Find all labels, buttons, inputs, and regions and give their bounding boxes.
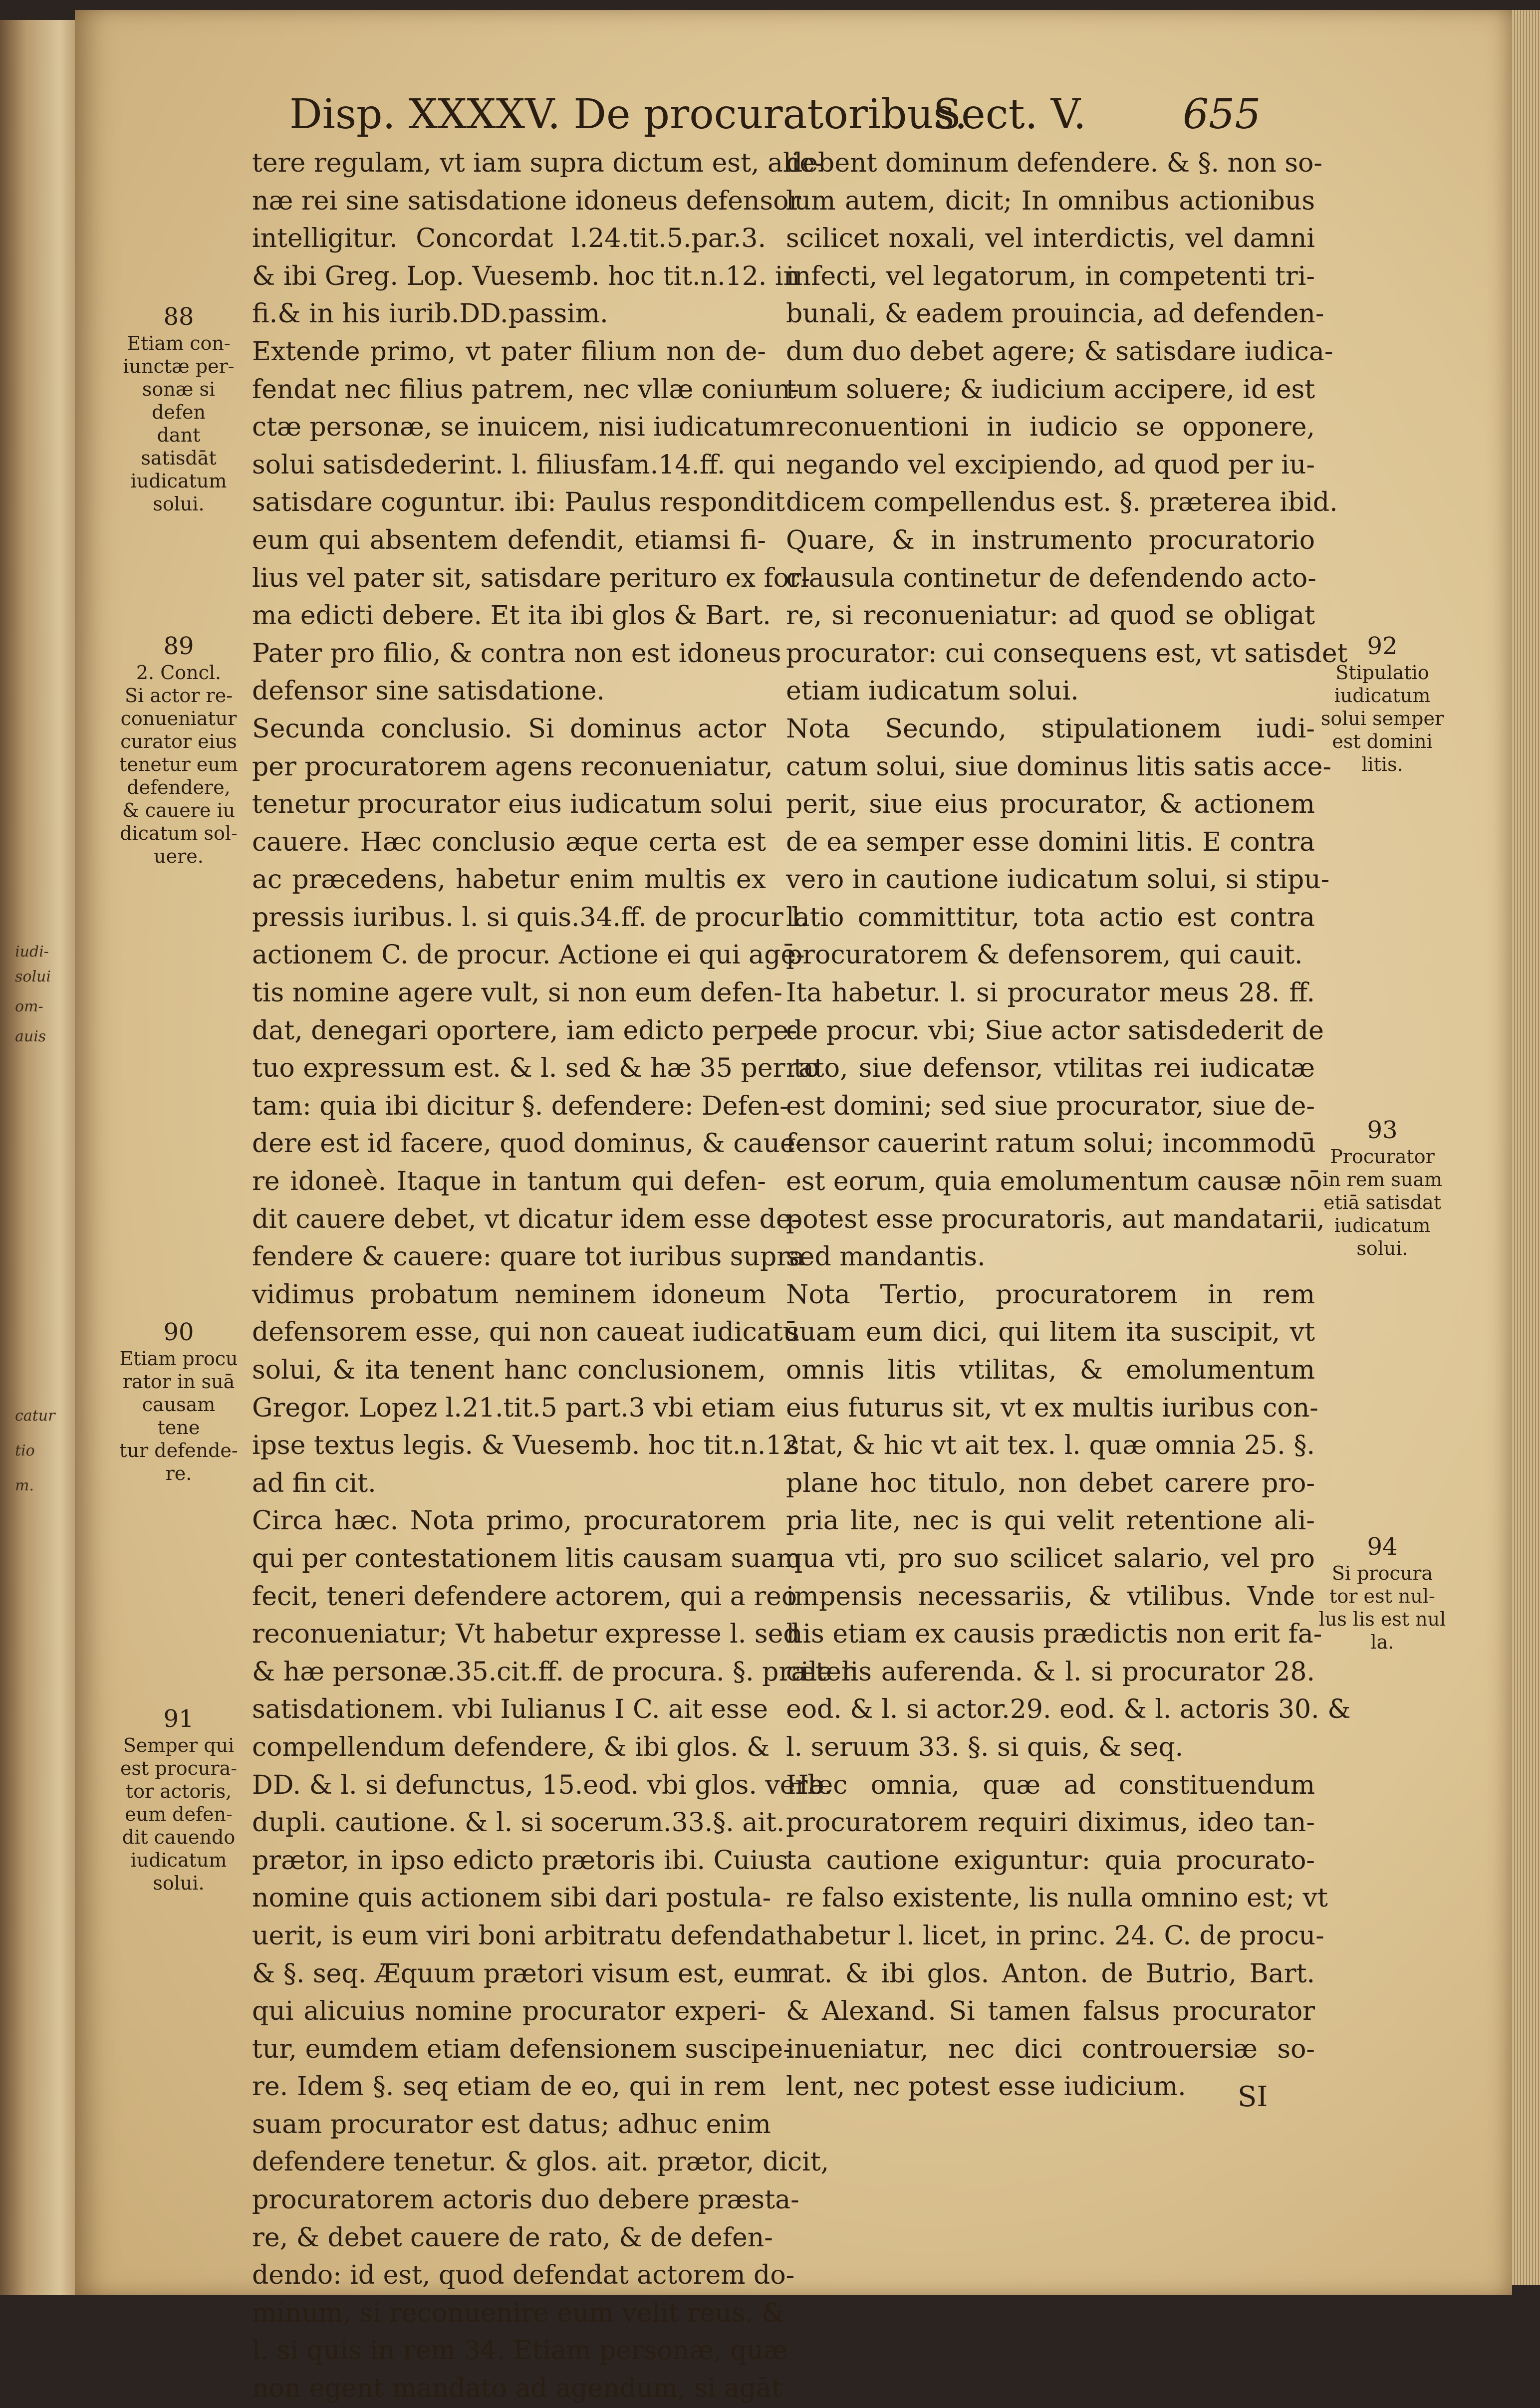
text-line: DD. & l. si defunctus, 15.eod. vbi glos. verb. xyxy=(252,1770,833,1800)
margin-note-text: tur defende- xyxy=(119,1440,238,1461)
text-line: dit cauere debet, vt dicatur idem esse de- xyxy=(252,1204,800,1234)
text-line: rato, siue defensor, vtilitas rei iudicatæ xyxy=(786,1053,1315,1084)
text-line: potest esse procuratoris, aut mandatarii, xyxy=(786,1204,1325,1234)
text-line: ctæ personæ, se inuicem, nisi iudicatum xyxy=(252,412,785,443)
text-line: eius futurus sit, vt ex multis iuribus con- xyxy=(786,1393,1318,1423)
text-line: scilicet noxali, vel interdictis, vel damni xyxy=(786,224,1315,254)
margin-note-number: 88 xyxy=(163,303,194,331)
text-line: Circa hæc. Nota primo, procuratorem xyxy=(252,1506,766,1536)
previous-page-fragment: tio xyxy=(15,1442,35,1459)
previous-page-edge xyxy=(0,20,75,2295)
text-line: lent, nec potest esse iudicium. xyxy=(786,2072,1186,2102)
margin-note-text: curator eius xyxy=(120,730,237,752)
text-line: Secunda conclusio. Si dominus actor xyxy=(252,714,766,744)
previous-page-fragment: m. xyxy=(15,1477,34,1494)
margin-note-text: dit cauendo xyxy=(122,1826,236,1848)
margin-note xyxy=(119,631,239,868)
text-line: vero in cautione iudicatum solui, si stipu- xyxy=(786,865,1330,895)
margin-note-text: tenetur eum xyxy=(119,753,238,775)
text-line: lum autem, dicit; In omnibus actionibus xyxy=(786,186,1315,216)
text-line: procuratorem requiri diximus, ideo tan- xyxy=(786,1808,1315,1838)
text-line: actionem C. de procur. Actione ei qui agē- xyxy=(252,940,805,970)
margin-note-text: Etiam procu xyxy=(119,1348,238,1370)
text-line: per procuratorem agens reconueniatur, xyxy=(252,751,773,782)
previous-page-fragment: auis xyxy=(15,1028,46,1045)
text-line: de ea semper esse domini litis. E contra xyxy=(786,827,1315,857)
left-text-column xyxy=(252,145,854,2408)
margin-note-text: solui. xyxy=(153,1872,205,1894)
margin-note-text: iudicatum xyxy=(1334,1214,1431,1236)
text-line: Nota Secundo, stipulationem iudi- xyxy=(786,714,1315,744)
text-line: næ rei sine satisdatione idoneus defensor xyxy=(252,186,801,216)
margin-note-text: 2. Concl. xyxy=(136,662,222,684)
text-line: clausula continetur de defendendo acto- xyxy=(786,563,1316,593)
text-line: qui alicuius nomine procurator experi- xyxy=(252,1996,766,2027)
margin-note xyxy=(119,1317,239,1485)
text-line: procuratorem actoris duo debere præsta- xyxy=(252,2185,799,2215)
margin-note-text: iunctæ per- xyxy=(123,355,235,377)
margin-note-text: iudicatum xyxy=(130,1849,227,1871)
text-line: negando vel excipiendo, ad quod per iu- xyxy=(786,450,1315,480)
text-line: habetur l. licet, in princ. 24. C. de procu- xyxy=(786,1921,1324,1951)
text-line: catum solui, siue dominus litis satis acce- xyxy=(786,751,1332,782)
text-line: ad fin cit. xyxy=(252,1468,376,1498)
margin-note-text: eum defen- xyxy=(125,1803,233,1825)
margin-note xyxy=(1317,631,1447,776)
text-line: ma edicti debere. Et ita ibi glos & Bart. xyxy=(252,601,771,631)
text-line: re, si reconueniatur: ad quod se obligat xyxy=(786,601,1315,631)
previous-page-fragment: catur xyxy=(15,1407,55,1425)
text-line: bunali, & eadem prouincia, ad defenden- xyxy=(786,299,1324,329)
margin-note-text: est procura- xyxy=(120,1757,238,1779)
text-line: impensis necessariis, & vtilibus. Vnde xyxy=(786,1581,1315,1612)
text-line: sed mandantis. xyxy=(786,1242,986,1272)
margin-note-text: solui. xyxy=(1356,1237,1408,1259)
text-line: reconueniatur; Vt habetur expresse l. sed xyxy=(252,1619,800,1650)
margin-note-text: est domini xyxy=(1332,730,1433,752)
text-line: rat. & ibi glos. Anton. de Butrio, Bart. xyxy=(786,1958,1315,1989)
margin-note-text: dant satisdāt xyxy=(141,424,217,469)
margin-note-number: 89 xyxy=(163,632,194,660)
text-line: dupli. cautione. & l. si socerum.33.§. ait. xyxy=(252,1808,785,1838)
margin-note-number: 90 xyxy=(163,1318,194,1346)
text-line: Hæc omnia, quæ ad constituendum xyxy=(786,1770,1315,1800)
text-line: procuratorem & defensorem, qui cauit. xyxy=(786,940,1303,970)
margin-note-text: solui semper xyxy=(1320,708,1444,729)
catchword: SI xyxy=(1238,2081,1268,2113)
text-line: l. seruum 33. §. si quis, & seq. xyxy=(786,1732,1184,1762)
text-line: tis nomine agere vult, si non eum defen- xyxy=(252,978,782,1008)
text-line: infecti, vel legatorum, in competenti tri- xyxy=(786,261,1315,291)
text-line: Nota Tertio, procuratorem in rem xyxy=(786,1279,1315,1310)
text-line: fi.& in his iurib.DD.passim. xyxy=(252,299,608,329)
margin-note-text: litis. xyxy=(1361,753,1403,775)
margin-note-text: conueniatur xyxy=(120,708,237,729)
text-line: etiam iudicatum solui. xyxy=(786,676,1079,707)
text-line: dere est id facere, quod dominus, & caue- xyxy=(252,1129,804,1159)
text-line: debent dominum defendere. & §. non so- xyxy=(786,148,1322,178)
right-text-column xyxy=(786,145,1351,2106)
margin-note-text: Si actor re- xyxy=(124,685,233,707)
text-line: fendere & cauere: quare tot iuribus supra xyxy=(252,1242,805,1272)
margin-note-text: uere. xyxy=(154,845,204,867)
margin-note-text: defendere, xyxy=(127,776,231,798)
text-line: dendo: id est, quod defendat actorem do- xyxy=(252,2260,795,2291)
previous-page-fragment: solui xyxy=(15,968,51,985)
text-line: Extende primo, vt pater filium non de- xyxy=(252,336,766,367)
margin-note-number: 91 xyxy=(163,1705,194,1733)
text-line: suam procurator est datus; adhuc enim xyxy=(252,2109,771,2140)
text-line: eod. & l. si actor.29. eod. & l. actoris 30. & xyxy=(786,1694,1351,1725)
margin-note-text: Etiam con- xyxy=(127,332,231,354)
previous-page-fragment: om- xyxy=(15,998,43,1015)
page-stack-edge xyxy=(1512,10,1540,2285)
text-line: perit, siue eius procurator, & actionem xyxy=(786,789,1315,820)
margin-note-text: etiā satisdat xyxy=(1323,1192,1441,1213)
text-line: ac præcedens, habetur enim multis ex xyxy=(252,865,766,895)
text-line: tere regulam, vt iam supra dictum est, alie- xyxy=(252,148,824,178)
margin-note-text: & cauere iu xyxy=(122,799,236,821)
text-line: compellendum defendere, & ibi glos. & xyxy=(252,1732,770,1762)
text-line: satisdationem. vbi Iulianus I C. ait esse xyxy=(252,1694,769,1725)
text-line: eum qui absentem defendit, etiamsi fi- xyxy=(252,525,766,555)
margin-note-text: lus lis est nul xyxy=(1318,1608,1446,1630)
text-line: est domini; sed siue procurator, siue de- xyxy=(786,1091,1315,1121)
text-line: re. Idem §. seq etiam de eo, qui in rem xyxy=(252,2072,766,2102)
margin-note-text: re. xyxy=(165,1462,192,1484)
margin-note-text: dicatum sol- xyxy=(120,822,238,844)
margin-note-number: 93 xyxy=(1367,1116,1398,1144)
margin-note-text: solui. xyxy=(153,493,205,515)
text-line: non egent mandato ad agendum, si agāt xyxy=(252,2374,782,2404)
text-line: defensor sine satisdatione. xyxy=(252,676,605,707)
text-line: qui per contestationem litis causam suam xyxy=(252,1543,801,1574)
text-line: pressis iuribus. l. si quis.34.ff. de procur l. xyxy=(252,902,808,933)
text-line: & ibi Greg. Lop. Vuesemb. hoc tit.n.12. in xyxy=(252,261,800,291)
margin-note-text: la. xyxy=(1370,1631,1394,1653)
text-line: tam: quia ibi dicitur §. defendere: Defen- xyxy=(252,1091,788,1121)
text-line: vidimus probatum neminem idoneum xyxy=(252,1279,766,1310)
margin-note-text: Procurator xyxy=(1330,1146,1435,1168)
text-line: solui, & ita tenent hanc conclusionem, xyxy=(252,1355,766,1385)
margin-note-text: iudicatum xyxy=(130,470,227,492)
text-line: Pater pro filio, & contra non est idoneus xyxy=(252,638,781,669)
text-line: ipse textus legis. & Vuesemb. hoc tit.n.12. xyxy=(252,1431,807,1461)
text-line: dicem compellendus est. §. præterea ibid. xyxy=(786,487,1338,518)
text-line: satisdare coguntur. ibi: Paulus respondit xyxy=(252,487,785,518)
text-line: & hæ personæ.35.cit.ff. de procura. §. præter xyxy=(252,1657,854,1687)
text-line: Gregor. Lopez l.21.tit.5 part.3 vbi etiam xyxy=(252,1393,775,1423)
text-line: tenetur procurator eius iudicatum solui xyxy=(252,789,772,820)
page-number: 655 xyxy=(1183,91,1261,138)
margin-note-text: rator in suā xyxy=(122,1371,235,1393)
margin-note-text: Stipulatio xyxy=(1335,662,1429,684)
margin-note-number: 92 xyxy=(1367,632,1398,660)
text-line: dat, denegari oportere, iam edicto perpe- xyxy=(252,1015,797,1046)
text-line: cauere. Hæc conclusio æque certa est xyxy=(252,827,766,857)
text-line: stat, & hic vt ait tex. l. quæ omnia 25. §. xyxy=(786,1431,1315,1461)
text-line: defensorem esse, qui non caueat iudicatū xyxy=(252,1317,800,1348)
text-line: omnis litis vtilitas, & emolumentum xyxy=(786,1355,1315,1385)
header-section: Sect. V. xyxy=(933,91,1086,138)
text-line: pria lite, nec is qui velit retentione ali- xyxy=(786,1506,1315,1536)
running-header xyxy=(289,87,1261,142)
text-line: minum, si reconuenire eum velit reus. & xyxy=(252,2298,785,2328)
text-line: re, & debet cauere de rato, & de defen- xyxy=(252,2222,773,2253)
text-line: plane hoc titulo, non debet carere pro- xyxy=(786,1468,1315,1498)
header-title: Disp. XXXXV. De procuratoribus. xyxy=(289,91,968,138)
text-line: re falso existente, lis nulla omnino est; vt xyxy=(786,1883,1328,1914)
text-line: prætor, in ipso edicto prætoris ibi. Cuius xyxy=(252,1845,788,1876)
margin-note xyxy=(119,302,239,515)
text-line: Quare, & in instrumento procuratorio xyxy=(786,525,1315,555)
text-line: l. si quis in rem 34. Etiam personæ, quæ xyxy=(252,2336,788,2366)
text-line: tur, eumdem etiam defensionem suscipe- xyxy=(252,2034,792,2064)
text-line: & Alexand. Si tamen falsus procurator xyxy=(786,1996,1315,2027)
text-line: re idoneè. Itaque in tantum qui defen- xyxy=(252,1167,766,1197)
text-line: de procur. vbi; Siue actor satisdederit de xyxy=(786,1015,1324,1046)
margin-note-text: tor actoris, xyxy=(125,1780,232,1802)
text-line: dum duo debet agere; & satisdare iudica- xyxy=(786,336,1333,367)
text-line: latio committitur, tota actio est contra xyxy=(786,902,1315,933)
margin-note xyxy=(1317,1115,1447,1260)
text-line: intelligitur. Concordat l.24.tit.5.par.3. xyxy=(252,224,766,254)
text-line: solui satisdederint. l. filiusfam.14.ff. qui xyxy=(252,450,775,480)
text-line: tuo expressum est. & l. sed & hæ 35 per to xyxy=(252,1053,820,1084)
text-line: uerit, is eum viri boni arbitratu defendat xyxy=(252,1921,787,1951)
margin-note xyxy=(119,1704,239,1895)
text-line: est eorum, quia emolumentum causæ nō xyxy=(786,1167,1322,1197)
margin-note-text: Si procura xyxy=(1331,1562,1433,1584)
previous-page-fragment: iudi- xyxy=(15,943,49,961)
margin-note xyxy=(1317,1532,1447,1654)
margin-note-text: in rem suam xyxy=(1322,1169,1443,1191)
text-line: tum soluere; & iudicium accipere, id est xyxy=(786,374,1315,405)
text-line: cile lis auferenda. & l. si procurator 28. xyxy=(786,1657,1315,1687)
text-line: inueniatur, nec dici controuersiæ so- xyxy=(786,2034,1315,2064)
text-line: Ita habetur. l. si procurator meus 28. ff. xyxy=(786,978,1315,1008)
margin-note-text: tor est nul- xyxy=(1329,1585,1435,1607)
text-line: defendere tenetur. & glos. ait. prætor, dicit, xyxy=(252,2147,829,2177)
text-line: fecit, teneri defendere actorem, qui a reo xyxy=(252,1581,797,1612)
margin-note-text: iudicatum xyxy=(1334,685,1431,707)
text-line: qua vti, pro suo scilicet salario, vel pro xyxy=(786,1543,1315,1574)
text-line: nomine quis actionem sibi dari postula- xyxy=(252,1883,771,1914)
text-line: fensor cauerint ratum solui; incommodū xyxy=(786,1129,1316,1159)
text-line: procurator: cui consequens est, vt satisdet xyxy=(786,638,1348,669)
text-line: suam eum dici, qui litem ita suscipit, vt xyxy=(786,1317,1315,1348)
text-line: ta cautione exiguntur: quia procurato- xyxy=(786,1845,1315,1876)
text-line: fendat nec filius patrem, nec vllæ coniun- xyxy=(252,374,799,405)
margin-note-text: sonæ si defen xyxy=(142,378,216,423)
text-line: his etiam ex causis prædictis non erit fa- xyxy=(786,1619,1322,1650)
margin-note-text: Semper qui xyxy=(123,1734,235,1756)
text-line: & §. seq. Æquum prætori visum est, eum xyxy=(252,1958,790,1989)
text-line: reconuentioni in iudicio se opponere, xyxy=(786,412,1315,443)
text-line: lius vel pater sit, satisdare perituro ex for- xyxy=(252,563,810,593)
margin-note-number: 94 xyxy=(1367,1533,1398,1561)
margin-note-text: causam tene xyxy=(142,1394,216,1439)
